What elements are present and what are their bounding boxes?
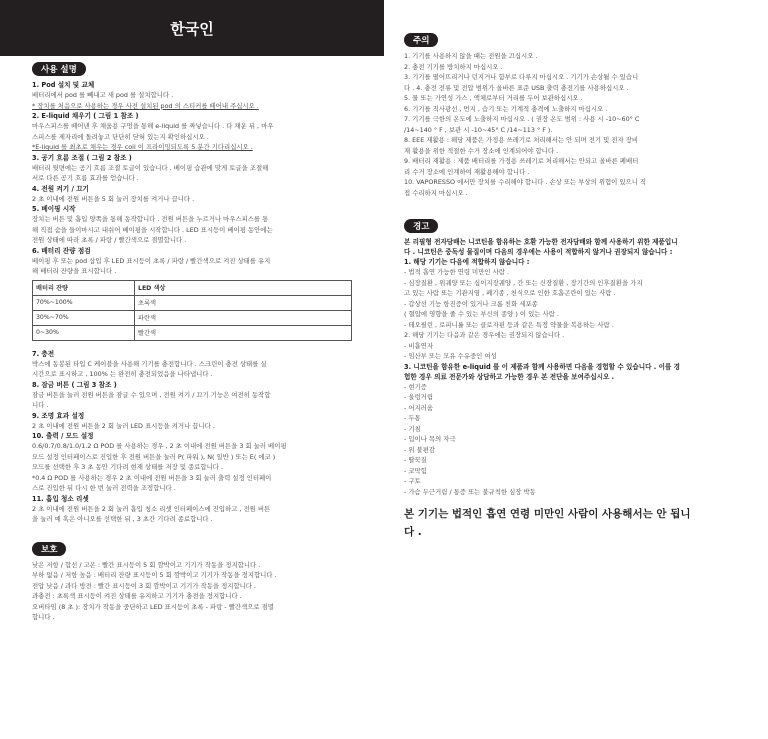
caution-item: 7. 기기를 극한의 온도에 노출하지 마십시오 . ( 권장 온도 범위 : 사용 시 -10~60° C xyxy=(404,115,640,123)
age-warning-end: 다 . xyxy=(404,526,422,538)
table-row xyxy=(33,325,352,340)
symptom-item: - 코막힘 xyxy=(404,466,427,475)
caution-item: 3. 기기를 떨어뜨리거나 던지거나 함부로 다루지 마십시오 . 기기가 손상될 수 있습니 xyxy=(404,73,639,81)
warning-item: - 법적 흡연 가능한 연령 미만인 사람 . xyxy=(404,268,509,276)
symptom-item: - 딸꾹질 xyxy=(404,456,427,464)
s3-text-1: 배터리 뒷면에는 공기 흐름 조절 토글이 있습니다 . 베이핑 습관에 맞게 토글을 조절해 xyxy=(32,163,269,172)
s7-heading: 7. 충전 xyxy=(32,349,55,358)
table-header-row xyxy=(33,280,352,295)
s11-text-1: 2 초 이내에 전원 버튼을 2 회 눌러 흡입 청소 리셋 인터페이스에 진입하고 , 전원 버튼 xyxy=(32,504,271,513)
caution-item: 5. 물 또는 가연성 가스 , 액체로부터 거리를 두어 보관하십시오 . xyxy=(404,94,583,102)
s10-note-2: 스로 진입한 뒤 다시 한 번 눌러 전력을 조정합니다 . xyxy=(32,484,176,492)
s9-text: 2 초 이내에 전원 버튼을 2 회 눌러 LED 표시등을 켜거나 끕니다 . xyxy=(32,421,215,430)
protection-item: 오버타임 (8 초 ): 장치가 작동을 중단하고 LED 표시등이 초록 - 파랑 - 빨간색으로 점멸 xyxy=(32,602,274,611)
protection-item: 전압 낮음 / 과다 방전 : 빨간 표시등이 3 회 깜박이고 기기가 작동을 정지합니다 . xyxy=(32,581,257,590)
s4-heading: 4. 전원 켜기 / 끄기 xyxy=(32,184,89,193)
warning-item: - 비흡연자 xyxy=(404,341,434,350)
s3-text-2: 서로 다른 공기 흐름 효과를 얻습니다 . xyxy=(32,174,139,182)
caution-item: /14~140 ° F , 보관 시 -10~45° C /14~113 ° F ). xyxy=(404,125,553,134)
caution-item: 접 수리하지 마십시오 . xyxy=(404,188,468,197)
table-cell: 70%~100% xyxy=(33,295,135,310)
s5-text-3: 전원 상태에 따라 초록 / 파랑 / 빨간색으로 점멸합니다 . xyxy=(32,236,187,244)
s8-heading: 8. 잠금 버튼 ( 그림 3 참조 ) xyxy=(32,380,117,389)
caution-item: 6. 기기를 직사광선 , 먼지 , 습기 또는 기계적 충격에 노출하지 마십시오 . xyxy=(404,104,608,113)
table-cell: 파란색 xyxy=(135,310,352,325)
warning-intro: 본 리필형 전자담배는 니코틴을 함유하는 호환 가능한 전자담배와 함께 사용하기 위한 제품입니 xyxy=(404,238,678,246)
caution-item: 1. 기기를 사용하지 않을 때는 전원을 끄십시오 . xyxy=(404,52,538,60)
s2-heading: 2. E-liquid 채우기 ( 그림 1 참조 ) xyxy=(32,112,139,120)
warning-heading: 1. 해당 기기는 다음에 적합하지 않습니다 : xyxy=(404,258,530,266)
symptom-item: - 어지러움 xyxy=(404,403,434,412)
s10-text-2: 모드 설정 인터페이스로 진입한 후 전원 버튼을 눌러 P( 파워 ), N( 일반 ) 또는 E( 에코 ) xyxy=(32,452,276,461)
s2-text-2: 스피스를 제자리에 돌려놓고 단단히 닫혀 있는지 확인하십시오 . xyxy=(32,132,209,141)
warning-item: - 갑상선 기능 항진증이 있거나 크롬 친화 세포종 xyxy=(404,299,538,308)
symptom-item: - 두통 xyxy=(404,414,421,422)
symptom-item: - 기침 xyxy=(404,424,421,433)
s8-text-1: 잠금 버튼을 눌러 전원 버튼을 잠글 수 있으며 , 전원 켜기 / 끄기 기능은 여전히 동작합 xyxy=(32,390,271,399)
protection-item: 낮은 저항 / 합선 / 고온 : 빨간 표시등이 5 회 깜박이고 기기가 작동을 정지합니다 . xyxy=(32,560,261,569)
warning-item: - 테오필린 , 로피니롤 또는 클로자핀 등과 같은 특정 약물을 복용하는 사람 . xyxy=(404,320,614,329)
s3-heading: 3. 공기 흐름 조절 ( 그림 2 참조 ) xyxy=(32,153,132,162)
usage-section xyxy=(0,57,384,623)
table-row xyxy=(33,295,352,310)
warning-intro: 다 . 니코틴은 중독성 물질이며 다음의 경우에는 사용이 적합하지 않거나 권장되지 않습니다 : xyxy=(404,248,673,256)
s1-text: 배터리에서 pod 를 빼내고 새 pod 를 설치합니다 . xyxy=(32,91,174,99)
warning-heading: 3. 니코틴을 함유한 e-liquid 를 이 제품과 함께 사용하면 다음을 경험할 수 있습니다 . 이를 경 xyxy=(404,362,680,371)
s10-text-1: 0.6/0.7/0.8/1.0/1.2 Ω POD 를 사용하는 경우 , 2 초 이내에 전원 버튼을 3 회 눌러 베이핑 xyxy=(32,442,287,450)
s7-text-1: 박스에 동봉된 타입 C 케이블을 사용해 기기를 충전합니다 . 스크린이 충전 상태를 실 xyxy=(32,359,267,368)
s6-text-1: 베이핑 후 또는 pod 삽입 후 LED 표시등이 초록 / 파랑 / 빨간색으로 켜진 상태를 유지 xyxy=(32,256,271,265)
s4-text: 2 초 이내에 전원 버튼을 5 회 눌러 장치를 켜거나 끕니다 . xyxy=(32,194,195,203)
s7-text-2: 시간으로 표시하고 , 100% 는 완전히 충전되었음을 나타냅니다 . xyxy=(32,370,213,378)
caution-item: 다 . 4. 충전 전류 및 전압 범위가 올바른 표준 USB 출력 충전기를 사용하십시오 . xyxy=(404,83,629,92)
symptom-item: - 가슴 두근거림 / 통증 또는 불규칙한 심장 박동 xyxy=(404,487,536,496)
right-column xyxy=(404,0,744,539)
s11-heading: 11. 흡입 청소 리셋 xyxy=(32,494,89,503)
warning-item: 2. 해당 기기는 다음과 같은 경우에는 권장되지 않습니다 . xyxy=(404,331,565,339)
s6-text-2: 해 배터리 잔량을 표시합니다 . xyxy=(32,267,117,275)
symptom-item: - 현기증 xyxy=(404,382,427,391)
s6-heading: 6. 배터리 잔량 점검 xyxy=(32,246,91,255)
caution-item: 8. EEE 재활용 : 해당 제품은 가정용 쓰레기로 처리해서는 안 되며 전기 및 전자 장비 xyxy=(404,136,639,144)
warning-item: - 심장질환 , 위궤양 또는 십이지장궤양 , 간 또는 신장질환 , 장기간의 인후질환을 가지 xyxy=(404,278,643,287)
table-cell: 30%~70% xyxy=(33,310,135,325)
s1-heading: 1. Pod 설치 및 교체 xyxy=(32,81,95,89)
symptom-item: - 입이나 목의 자극 xyxy=(404,435,456,443)
warning-item: - 임산부 또는 모유 수유중인 여성 xyxy=(404,352,497,360)
s10-heading: 10. 출력 / 모드 설정 xyxy=(32,432,94,440)
s5-text-2: 해 직접 숨을 들이마시고 내쉬어 베이핑을 시작합니다 . LED 표시등이 베이핑 동안에는 xyxy=(32,225,273,234)
symptom-item: - 구토 xyxy=(404,477,421,485)
s2-note: *E-liquid 를 최초로 채우는 경우 coil 이 프라이밍되도록 5 분간 기다리십시오 . xyxy=(32,143,253,151)
language-banner xyxy=(0,0,384,56)
caution-item: 리 수거 장소에 인계하여 재활용해야 합니다 . xyxy=(404,167,530,176)
left-column xyxy=(0,0,384,623)
caution-item: 9. 배터리 재활용 : 제품 배터리를 가정용 쓰레기로 처리해서는 안되고 올바른 폐배터 xyxy=(404,157,639,165)
caution-item: 2. 충전 기기를 방치하지 마십시오 . xyxy=(404,62,503,71)
table-cell: 빨간색 xyxy=(135,325,352,340)
table-cell: 0~30% xyxy=(33,325,135,340)
table-header-cell: 배터리 잔량 xyxy=(33,280,135,295)
caution-label: 주의 xyxy=(404,33,438,47)
s2-text-1: 마우스피스를 떼어낸 후 채움용 구멍을 통해 e-liquid 를 짜넣습니다 . 다 채운 뒤 , 마우 xyxy=(32,122,274,130)
symptom-item: - 위 불편감 xyxy=(404,445,436,454)
table-row xyxy=(33,310,352,325)
warning-heading: 험한 경우 의료 전문가와 상담하고 가능한 경우 본 전단을 보여주십시오 . xyxy=(404,372,615,381)
s10-note-1: *0.4 Ω POD 를 사용하는 경우 2 초 이내에 전원 버튼을 3 회 눌러 출력 설정 인터페이 xyxy=(32,473,272,482)
protection-item: 부하 없음 / 저항 높음 : 배터리 잔량 표시등이 5 회 깜박이고 기기가 작동을 정지합니다 . xyxy=(32,571,277,579)
symptom-item: - 울렁거림 xyxy=(404,393,434,401)
s11-text-2: 을 눌러 예 혹은 아니오를 선택한 뒤 , 3 초간 기다려 종료합니다 . xyxy=(32,515,213,523)
table-header-cell: LED 색상 xyxy=(135,280,352,295)
s5-text-1: 장치는 버튼 및 흡입 양쪽을 통해 동작합니다 . 전원 버튼을 누르거나 마우스피스를 통 xyxy=(32,215,269,223)
s9-heading: 9. 조명 효과 설정 xyxy=(32,411,85,420)
s1-note: * 장치를 처음으로 사용하는 경우 사전 설치된 pod 의 스티커를 떼어내 주십시오 . xyxy=(32,101,259,110)
age-warning: 본 기기는 법적인 흡연 연령 미만인 사람이 사용해서는 안 됩니 xyxy=(404,508,691,520)
protection-item: 합니다 . xyxy=(32,613,55,621)
warning-item: ( 혈압에 영향을 줄 수 있는 부신의 종양 ) 이 있는 사람 . xyxy=(404,310,559,318)
s8-text-2: 니다 . xyxy=(32,401,49,409)
warning-item: 고 있는 사람 또는 기관지염 , 폐기종 , 천식으로 인한 호흡곤란이 있는 사람 . xyxy=(404,289,616,297)
usage-label: 사용 설명 xyxy=(32,62,86,76)
language-title: 한국인 xyxy=(170,19,214,38)
s10-text-3: 모드를 선택한 후 3 초 동안 기다려 현재 상태를 저장 및 종료합니다 . xyxy=(32,463,223,471)
protection-item: 과충전 : 초록색 표시등이 켜진 상태를 유지하고 기기가 충전을 정지합니다 . xyxy=(32,592,242,600)
battery-level-table xyxy=(32,280,352,341)
caution-item: 재 활용을 위한 적절한 수거 장소에 인계되어야 합니다 . xyxy=(404,146,559,155)
table-cell: 초록색 xyxy=(135,295,352,310)
s5-heading: 5. 베이핑 시작 xyxy=(32,205,76,213)
warning-label: 경고 xyxy=(404,219,438,233)
caution-item: 10. VAPORESSO 에서만 장치를 수리해야 합니다 . 손상 또는 부상의 위험이 있으니 직 xyxy=(404,178,647,186)
protection-label: 보호 xyxy=(32,542,66,556)
